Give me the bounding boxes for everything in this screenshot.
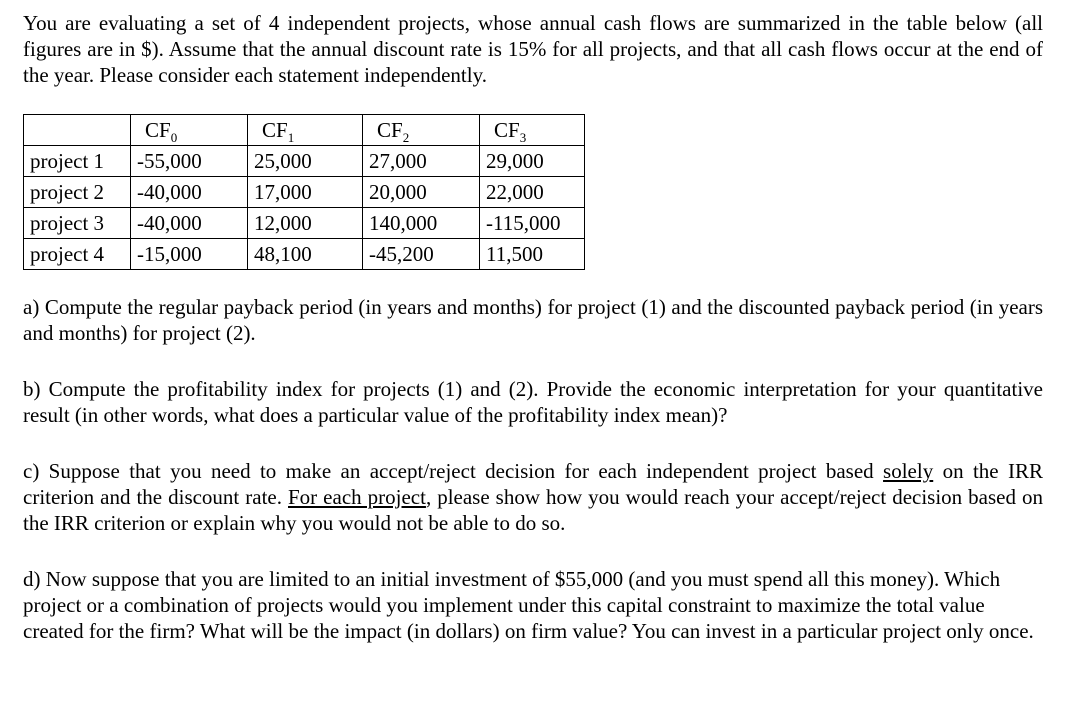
table-cell: 20,000 xyxy=(363,177,480,208)
table-cell: 17,000 xyxy=(248,177,363,208)
table-cell: 11,500 xyxy=(480,239,585,270)
table-cell: -40,000 xyxy=(131,208,248,239)
row-label: project 4 xyxy=(24,239,131,270)
table-cell: -40,000 xyxy=(131,177,248,208)
question-c-text-1: c) Suppose that you need to make an accept/reject decision for each independent project based xyxy=(23,459,884,483)
table-cell: 27,000 xyxy=(363,146,480,177)
table-cell: 29,000 xyxy=(480,146,585,177)
table-header-row xyxy=(24,115,585,146)
question-c xyxy=(23,458,1043,536)
underlined-for-each-project: For each project xyxy=(288,485,426,509)
table-cell: -45,200 xyxy=(363,239,480,270)
header-cf1: $CF_1$ xyxy=(248,115,363,146)
underlined-solely: solely xyxy=(883,459,934,483)
table-cell: 140,000 xyxy=(363,208,480,239)
question-c-text-2: on the IRR criterion and the discount rate. xyxy=(23,459,1043,509)
header-empty-cell xyxy=(24,115,131,146)
cash-flow-table xyxy=(23,114,585,270)
table-row xyxy=(24,239,585,270)
table-cell: -115,000 xyxy=(480,208,585,239)
question-c-text-3: , please show how you would reach your accept/reject decision based on the IRR criterion or explain why you would not be able to do so. xyxy=(23,485,1043,535)
table-cell: -15,000 xyxy=(131,239,248,270)
header-cf0: $CF_0$ xyxy=(131,115,248,146)
header-cf3: $CF_3$ xyxy=(480,115,585,146)
table-cell: -55,000 xyxy=(131,146,248,177)
table-cell: 25,000 xyxy=(248,146,363,177)
table-cell: 48,100 xyxy=(248,239,363,270)
table-row xyxy=(24,146,585,177)
row-label: project 3 xyxy=(24,208,131,239)
question-a: a) Compute the regular payback period (in years and months) for project (1) and the discounted payback period (in years and months) for project (2). xyxy=(23,295,1043,345)
table-row xyxy=(24,177,585,208)
row-label: project 2 xyxy=(24,177,131,208)
question-d: d) Now suppose that you are limited to an initial investment of $55,000 (and you must spend all this money). Which project or a combination of projects would you implement under this capital constraint to maximize the total value created for the firm? What will be the impact (in dollars) on firm value? You can invest in a particular project only once. xyxy=(23,567,1034,643)
document-page xyxy=(23,10,1043,644)
row-label: project 1 xyxy=(24,146,131,177)
table-row xyxy=(24,208,585,239)
table-cell: 12,000 xyxy=(248,208,363,239)
header-cf2: $CF_2$ xyxy=(363,115,480,146)
question-b: b) Compute the profitability index for projects (1) and (2). Provide the economic interpretation for your quantitative result (in other words, what does a particular value of the profitability index mean)? xyxy=(23,377,1043,427)
intro-paragraph: You are evaluating a set of 4 independent projects, whose annual cash flows are summarized in the table below (all figures are in $). Assume that the annual discount rate is 15% for all projects, and that all cash flows occur at the end of the year. Please consider each statement independently. xyxy=(23,11,1043,87)
table-cell: 22,000 xyxy=(480,177,585,208)
